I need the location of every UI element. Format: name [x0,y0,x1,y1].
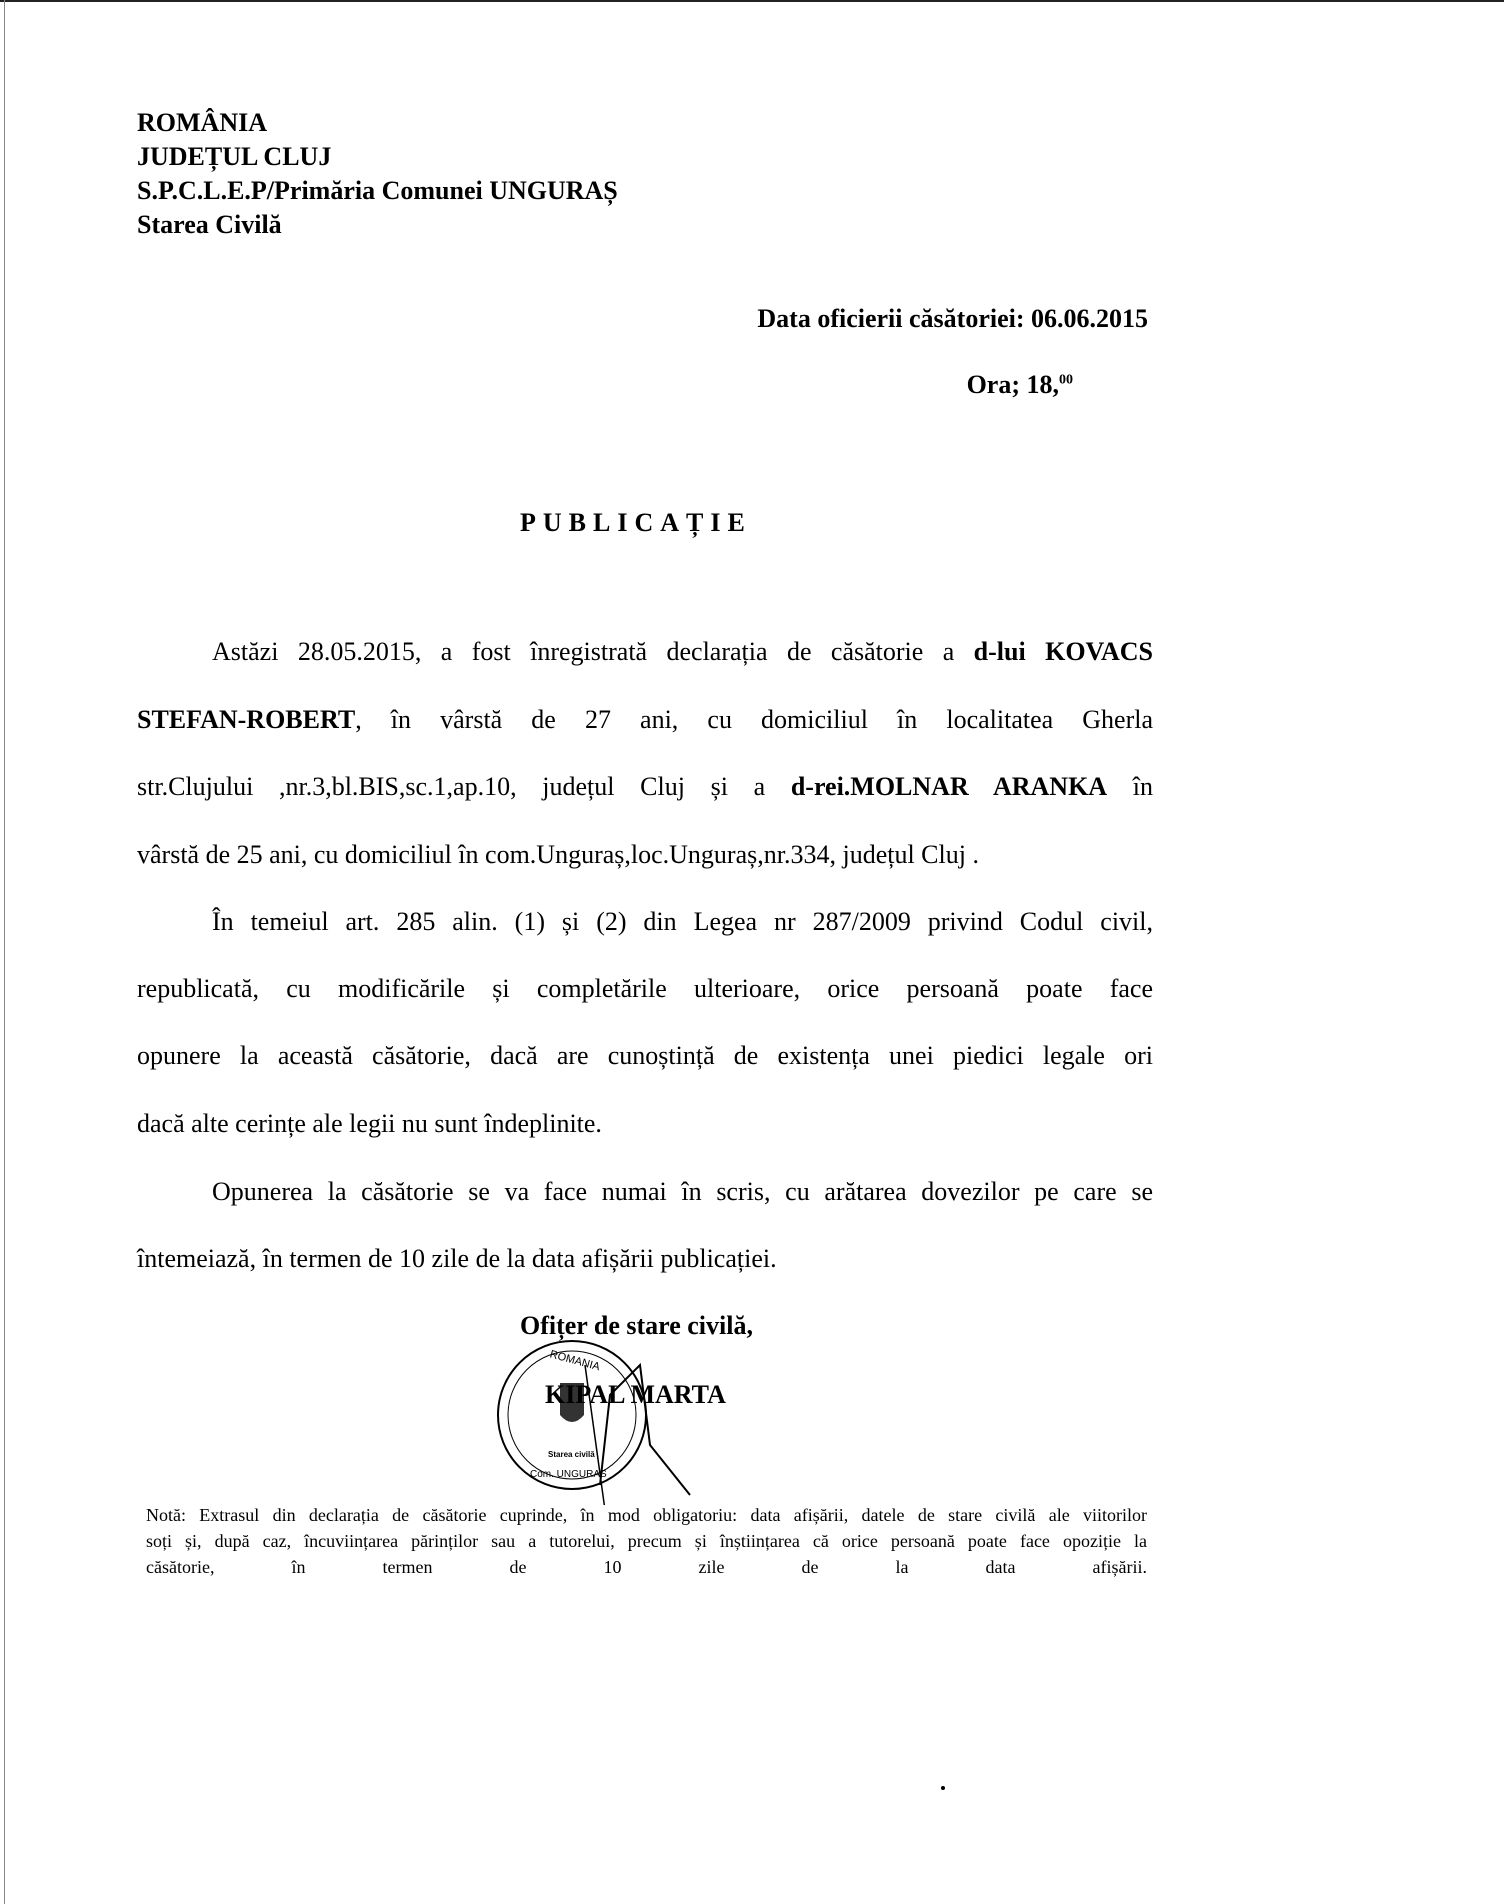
scan-speck [941,1786,945,1790]
text-line: str.Clujului ,nr.3,bl.BIS,sc.1,ap.10, județul Cluj și a d-rei.MOLNAR ARANKA în [137,772,1153,801]
text-line: întemeiază, în termen de 10 zile de la data afișării publicației. [137,1244,777,1273]
signatory-role: Ofițer de stare civilă, [520,1311,753,1340]
note-line: soți și, după caz, încuviințarea părinților sau a tutorelui, precum și înștiințarea că orice persoană poate face opoziție la [146,1531,1147,1551]
scan-left-edge [4,0,5,1904]
header-department: Starea Civilă [137,210,282,239]
stamp-text-bottom: Com. UNGURAS [530,1469,607,1480]
header-institution: S.P.C.L.E.P/Primăria Comunei UNGURAȘ [137,176,618,205]
bride-name: d-rei.MOLNAR ARANKA [790,772,1108,801]
note-line: Notă: Extrasul din declarația de căsătorie cuprinde, în mod obligatoriu: data afișării, datele de stare civilă ale viitorilor [146,1505,1147,1525]
text-line: republicată, cu modificările și completările ulterioare, orice persoană poate face [137,974,1153,1003]
text-line: dacă alte cerințe ale legii nu sunt îndeplinite. [137,1109,602,1138]
signatory-name: KIPAL MARTA [545,1380,726,1409]
time-hours: Ora; 18, [966,370,1059,399]
note-line: căsătorie, în termen de 10 zile de la data afișării. [146,1557,1147,1577]
text-line: În temeiul art. 285 alin. (1) și (2) din Legea nr 287/2009 privind Codul civil, [212,907,1153,936]
groom-name-part: d-lui KOVACS [973,637,1153,666]
stamp-text-center: Starea civilă [548,1450,595,1459]
header-country: ROMÂNIA [137,108,267,137]
text-line: STEFAN-ROBERT, în vârstă de 27 ani, cu domiciliul în localitatea Gherla [137,705,1153,734]
stamp-text-top: ROMANIA [548,1348,602,1374]
header-county: JUDEȚUL CLUJ [137,142,332,171]
document-title: PUBLICAȚIE [520,508,752,537]
text-line: opunere la această căsătorie, dacă are cunoștință de existența unei piedici legale ori [137,1041,1153,1070]
ceremony-time [967,370,1073,400]
time-minutes: 00 [1059,372,1073,388]
groom-name-part: STEFAN-ROBERT [137,705,356,734]
scan-top-edge [0,0,1504,2]
text-line: vârstă de 25 ani, cu domiciliul în com.Unguraș,loc.Unguraș,nr.334, județul Cluj . [137,840,979,869]
text-line: Astăzi 28.05.2015, a fost înregistrată declarația de căsătorie a d-lui KOVACS [212,637,1153,666]
text-line: Opunerea la căsătorie se va face numai în scris, cu arătarea dovezilor pe care se [212,1177,1153,1206]
official-stamp [490,1335,730,1505]
ceremony-date: Data oficierii căsătoriei: 06.06.2015 [757,304,1148,333]
